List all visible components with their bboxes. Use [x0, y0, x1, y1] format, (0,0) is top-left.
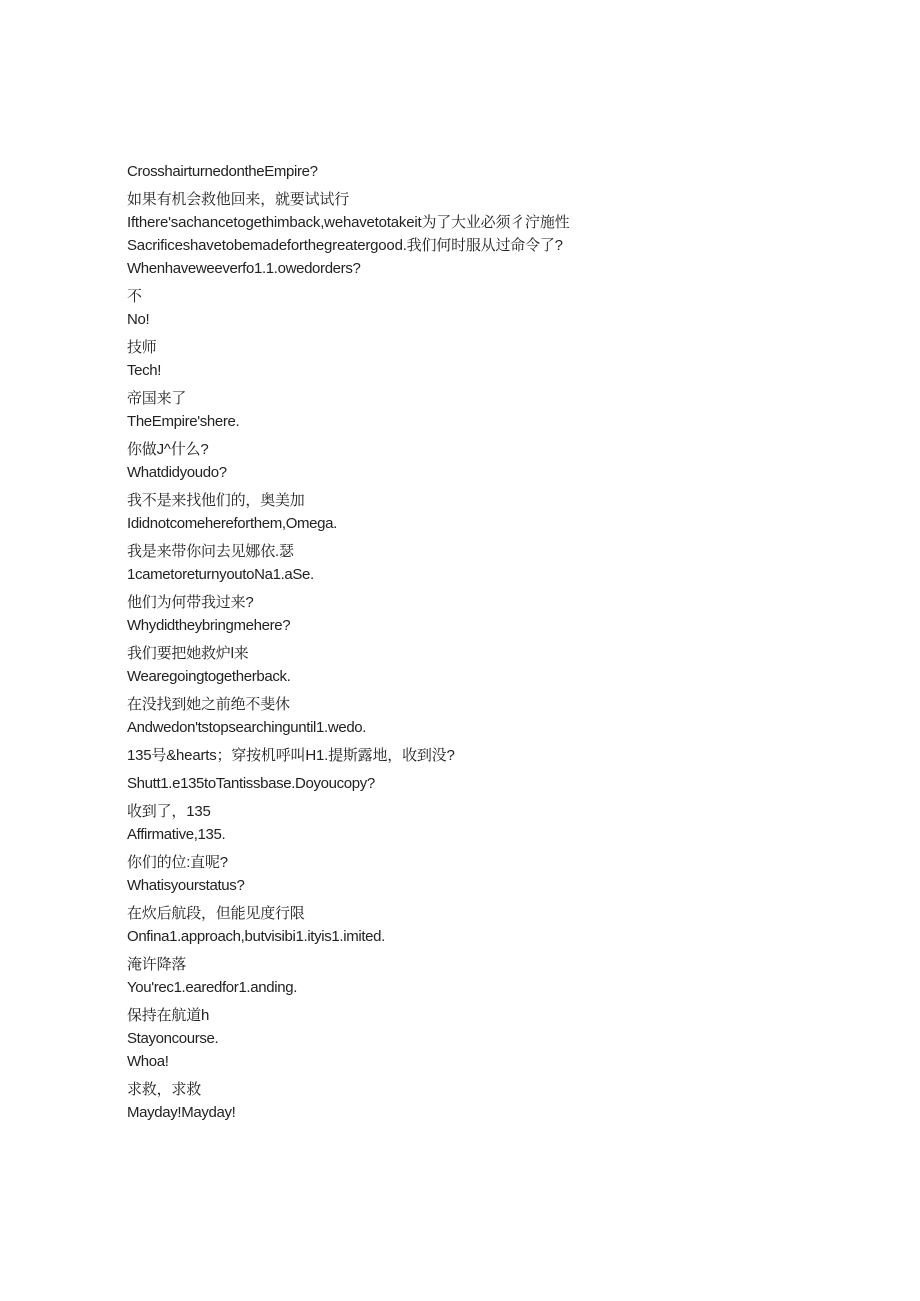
transcript-line: Wearegoingtogetherback.: [127, 668, 291, 685]
transcript-line: Mayday!Mayday!: [127, 1104, 236, 1121]
transcript-line: 我是来带你问去见娜依.瑟: [127, 543, 294, 560]
transcript-line: Ididnotcomehereforthem,Omega.: [127, 515, 337, 532]
transcript-line: Ifthere'sachancetogethimback,wehavetotakeit为了大业必须彳泞施性: [127, 214, 570, 231]
transcript-line: 在没找到她之前绝不斐休: [127, 696, 290, 713]
transcript-line: 1cametoreturnyoutoNa1.aSe.: [127, 566, 314, 583]
transcript-line: Shutt1.e135toTantissbase.Doyoucopy?: [127, 775, 375, 792]
transcript-line: Whatisyourstatus?: [127, 877, 245, 894]
transcript-line: 你做J^什么?: [127, 441, 209, 458]
transcript-line: Affirmative,135.: [127, 826, 226, 843]
transcript-line: Whoa!: [127, 1053, 169, 1070]
transcript-line: Whydidtheybringmehere?: [127, 617, 291, 634]
transcript-line: 收到了，135: [127, 803, 211, 820]
transcript-page: [127, 160, 887, 1124]
transcript-line: 不: [127, 288, 142, 305]
transcript-line: Whenhaveweeverfo1.1.owedorders?: [127, 260, 361, 277]
transcript-line: TheEmpire'shere.: [127, 413, 240, 430]
transcript-line: 求救，求救: [127, 1081, 202, 1098]
transcript-line: 淹许降落: [127, 956, 187, 973]
transcript-line: Tech!: [127, 362, 162, 379]
transcript-line: 帝国来了: [127, 390, 187, 407]
transcript-line: 如果有机会救他回来，就要试试行: [127, 191, 350, 208]
transcript-line: 他们为何带我过来?: [127, 594, 254, 611]
transcript-line: 你们的位:直呢?: [127, 854, 228, 871]
transcript-line: Whatdidyoudo?: [127, 464, 227, 481]
transcript-line: 我们要把她救炉l来: [127, 645, 249, 662]
transcript-line: Andwedon'tstopsearchinguntil1.wedo.: [127, 719, 367, 736]
transcript-line: Sacrificeshavetobemadeforthegreatergood.我们何时服从过命令了?: [127, 237, 563, 254]
transcript-line: 我不是来找他们的，奥美加: [127, 492, 305, 509]
transcript-line: Onfina1.approach,butvisibi1.ityis1.imited.: [127, 928, 385, 945]
transcript-line: 技师: [127, 339, 157, 356]
transcript-line: 在炊后航段，但能见度行限: [127, 905, 305, 922]
transcript-line: No!: [127, 311, 150, 328]
transcript-line: 保持在航道h: [127, 1007, 210, 1024]
transcript-line: Stayoncourse.: [127, 1030, 219, 1047]
transcript-line: CrosshairturnedontheEmpire?: [127, 163, 318, 180]
transcript-line: 135号&hearts；穿按机呼叫H1.提斯露地，收到没?: [127, 747, 455, 764]
transcript-line: You'rec1.earedfor1.anding.: [127, 979, 298, 996]
